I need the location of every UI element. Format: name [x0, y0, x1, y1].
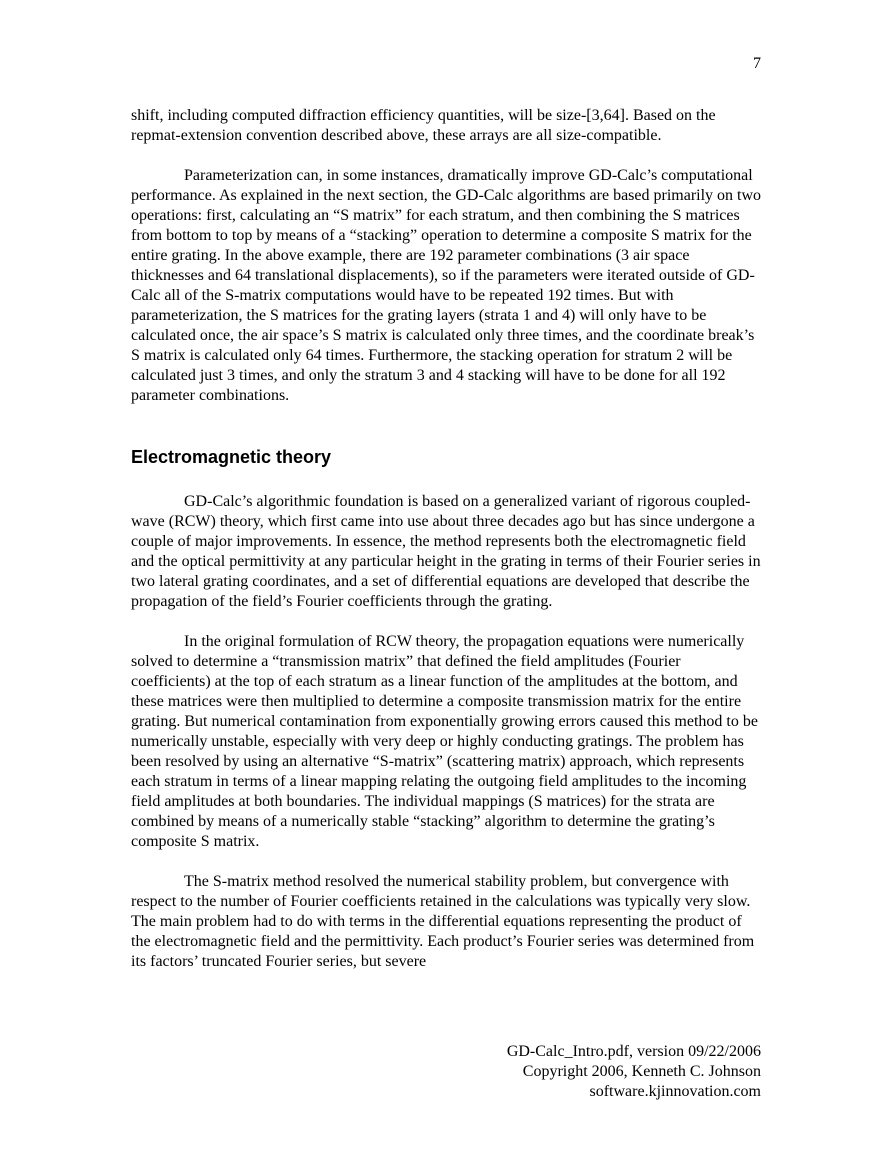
footer-copyright: Copyright 2006, Kenneth C. Johnson: [522, 1063, 761, 1080]
paragraph-algorithmic-foundation: GD-Calc’s algorithmic foundation is based on a generalized variant of rigorous coupled-wave (RCW) theory, which first came into use about three decades ago but has since undergone a couple of major improvements. In essence, the method represents both the electromagnetic field and the optical permittivity at any particular height in the grating in terms of their Fourier series in two lateral grating coordinates, and a set of differential equations are developed that describe the propagation of the field’s Fourier coefficients through the grating.: [131, 493, 761, 610]
paragraph-gap: [131, 426, 763, 446]
paragraph-gap: [131, 852, 763, 872]
page-number: 7: [753, 55, 761, 72]
footer-website: software.kjinnovation.com: [589, 1083, 761, 1100]
paragraph-s-matrix-method: The S-matrix method resolved the numerical stability problem, but convergence with respect to the number of Fourier coefficients retained in the calculations was typically very slow. The main problem had to do with terms in the differential equations representing the product of the electromagnetic field and the permittivity. Each product’s Fourier series was determined from its factors’ truncated Fourier series, but severe: [131, 873, 755, 970]
paragraph-gap: [131, 612, 763, 632]
paragraph-parameterization: Parameterization can, in some instances, dramatically improve GD-Calc’s computational performance. As explained in the next section, the GD-Calc algorithms are based primarily on two operations: first, calculating an “S matrix” for each stratum, and then combining the S matrices from bottom to top by means of a “stacking” operation to determine a composite S matrix for the entire grating. In the above example, there are 192 parameter combinations (3 air space thicknesses and 64 translational displacements), so if the parameters were iterated outside of GD-Calc all of the S-matrix computations would have to be repeated 192 times. But with parameterization, the S matrices for the grating layers (strata 1 and 4) will only have to be calculated once, the air space’s S matrix is calculated only three times, and the coordinate break’s S matrix is calculated only 64 times. Furthermore, the stacking operation for stratum 2 will be calculated just 3 times, and only the stratum 3 and 4 stacking will have to be done for all 192 parameter combinations.: [131, 167, 762, 404]
document-body: [131, 106, 763, 972]
paragraph-continuation: shift, including computed diffraction efficiency quantities, will be size-[3,64]. Based on the repmat-extension convention described above, these arrays are all size-compatible.: [131, 107, 716, 144]
page-footer: [507, 1042, 761, 1102]
footer-version: GD-Calc_Intro.pdf, version 09/22/2006: [506, 1043, 761, 1060]
paragraph-gap: [131, 468, 763, 492]
section-heading: Electromagnetic theory: [131, 447, 332, 467]
paragraph-rcw-theory: In the original formulation of RCW theory, the propagation equations were numerically solved to determine a “transmission matrix” that defined the field amplitudes (Fourier coefficients) at the top of each stratum as a linear function of the amplitudes at the bottom, and these matrices were then multiplied to determine a composite transmission matrix for the entire grating. But numerical contamination from exponentially growing errors caused this method to be numerically unstable, especially with very deep or highly conducting gratings. The problem has been resolved by using an alternative “S-matrix” (scattering matrix) approach, which represents each stratum in terms of a linear mapping relating the outgoing field amplitudes to the incoming field amplitudes at both boundaries. The individual mappings (S matrices) for the strata are combined by means of a numerically stable “stacking” algorithm to determine the grating’s composite S matrix.: [131, 633, 758, 850]
paragraph-gap: [131, 406, 763, 426]
paragraph-gap: [131, 146, 763, 166]
